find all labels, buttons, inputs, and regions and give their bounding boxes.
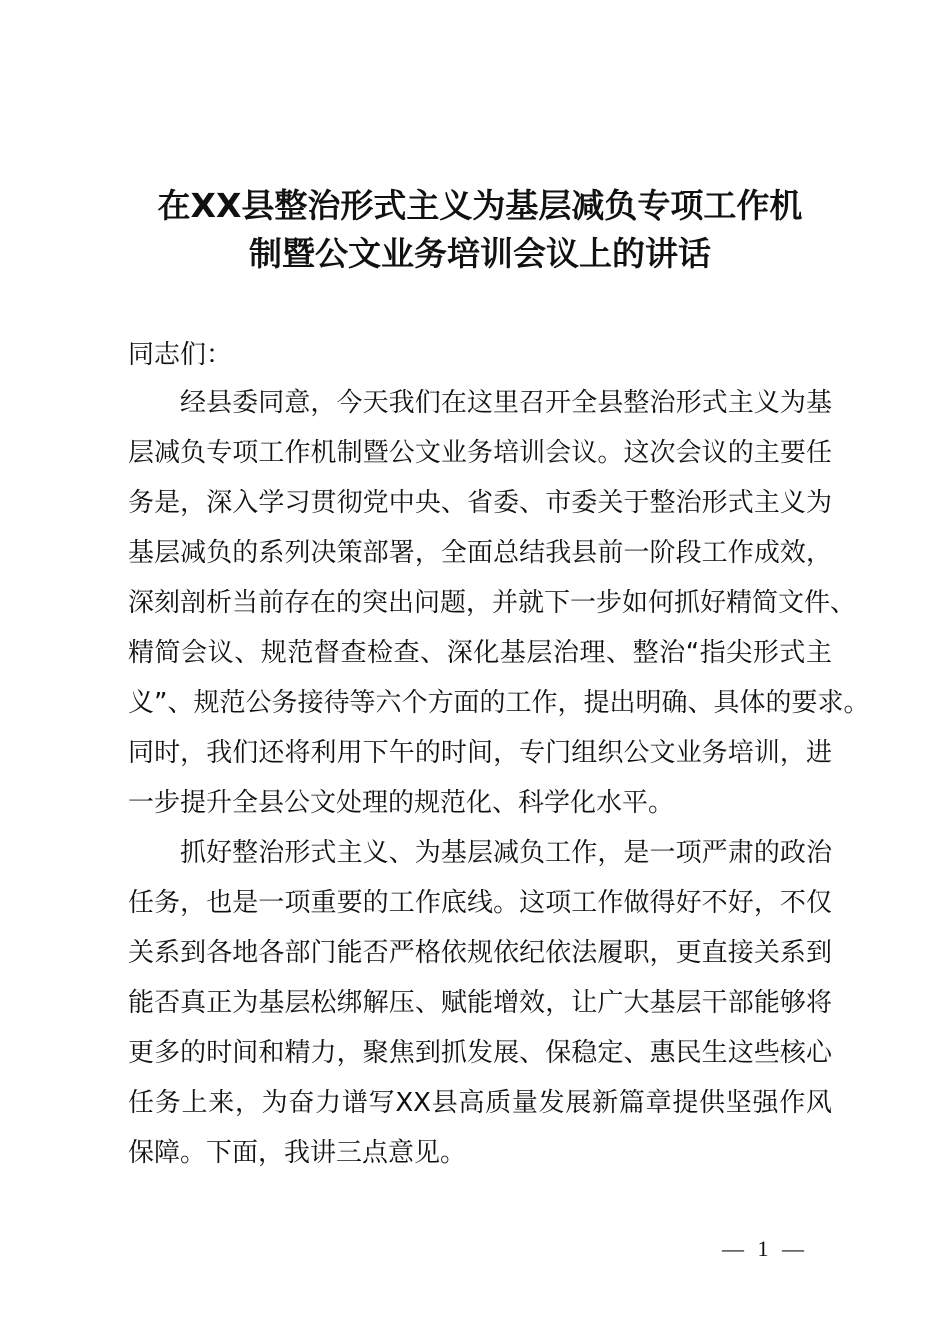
paragraph-line: 基层减负的系列决策部署，全面总结我县前一阶段工作成效， bbox=[128, 538, 832, 568]
paragraph-line: 层减负专项工作机制暨公文业务培训会议。这次会议的主要任 bbox=[128, 438, 832, 468]
paragraph-line: 义”、规范公务接待等六个方面的工作，提出明确、具体的要求。 bbox=[128, 688, 870, 718]
paragraph-line: 一步提升全县公文处理的规范化、科学化水平。 bbox=[128, 788, 675, 818]
paragraph-1 bbox=[128, 378, 870, 828]
paragraph-line: 保障。下面，我讲三点意见。 bbox=[128, 1138, 467, 1168]
paragraph-2 bbox=[128, 828, 832, 1178]
title-line: 制暨公文业务培训会议上的讲话 bbox=[249, 234, 711, 273]
paragraph-line: 务是，深入学习贯彻党中央、省委、市委关于整治形式主义为 bbox=[128, 488, 832, 518]
paragraph-line: 能否真正为基层松绑解压、赋能增效，让广大基层干部能够将 bbox=[128, 988, 832, 1018]
salutation bbox=[128, 330, 832, 380]
title-line: 在XX县整治形式主义为基层减负专项工作机 bbox=[157, 186, 803, 225]
paragraph-line: 关系到各地各部门能否严格依规依纪依法履职，更直接关系到 bbox=[128, 938, 832, 968]
paragraph-line: 任务上来，为奋力谱写XX县高质量发展新篇章提供坚强作风 bbox=[128, 1088, 832, 1118]
paragraph-line: 任务，也是一项重要的工作底线。这项工作做得好不好，不仅 bbox=[128, 888, 832, 918]
document-title bbox=[128, 182, 832, 278]
paragraph-line: 同时，我们还将利用下午的时间，专门组织公文业务培训，进 bbox=[128, 738, 832, 768]
paragraph-line: 精简会议、规范督查检查、深化基层治理、整治“指尖形式主 bbox=[128, 638, 832, 668]
paragraph-line: 经县委同意，今天我们在这里召开全县整治形式主义为基 bbox=[180, 388, 832, 418]
page-number: — 1 — bbox=[722, 1236, 808, 1261]
paragraph-line: 更多的时间和精力，聚焦到抓发展、保稳定、惠民生这些核心 bbox=[128, 1038, 832, 1068]
paragraph-line: 深刻剖析当前存在的突出问题，并就下一步如何抓好精简文件、 bbox=[128, 588, 857, 618]
salutation-text: 同志们： bbox=[128, 340, 233, 370]
paragraph-line: 抓好整治形式主义、为基层减负工作，是一项严肃的政治 bbox=[180, 838, 832, 868]
